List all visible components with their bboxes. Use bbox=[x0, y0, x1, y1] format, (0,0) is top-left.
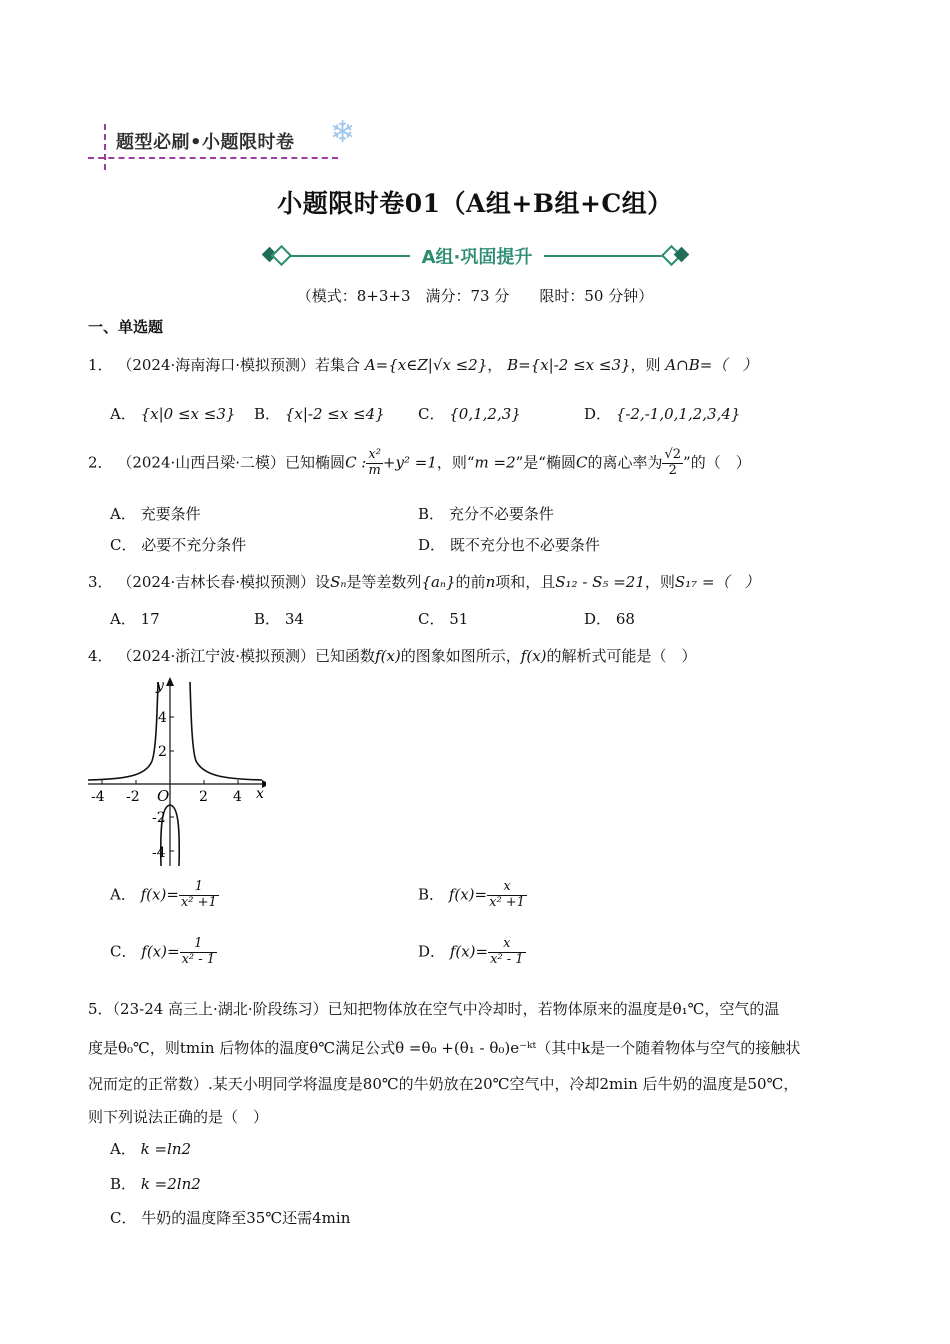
right-rule bbox=[544, 255, 664, 257]
group-heading: A组·巩固提升 bbox=[421, 247, 533, 268]
question-stem: ，则“ bbox=[436, 453, 475, 472]
math-equation: S₁₂ - S₅ =21 bbox=[555, 573, 645, 591]
question-stem: 的解析式可能是（ ） bbox=[546, 647, 697, 665]
math-set-a: A={x∈Z|√x ≤2} bbox=[364, 356, 488, 374]
question-source: （2024·浙江宁波·模拟预测） bbox=[117, 647, 316, 665]
question-1: 1． （2024·海南海口·模拟预测）若集合 A={x∈Z|√x ≤2}， B={x|-2 ≤x ≤3}，则 A∩B=（ ） bbox=[88, 356, 758, 374]
snowflake-icon: ❄ bbox=[330, 115, 356, 150]
option-4c[interactable]: C． f(x)= $\frac{1}{\text{x² - 1}}$ bbox=[110, 936, 216, 967]
math-fx: f(x) bbox=[520, 647, 547, 665]
group-heading-bar bbox=[262, 243, 692, 269]
math-ask: S₁₇ =（ ） bbox=[674, 573, 760, 591]
question-source: （2024·吉林长春·模拟预测） bbox=[117, 573, 316, 591]
condition: m =2 bbox=[474, 453, 516, 472]
x-tick-label: 2 bbox=[199, 789, 208, 805]
question-stem: 设 bbox=[315, 573, 331, 591]
math-fx: f(x) bbox=[375, 647, 401, 665]
math-sn: Sₙ bbox=[330, 573, 347, 591]
question-5-line-3: 况而定的正常数）.某天小明同学将温度是80℃的牛奶放在20℃空气中，冷却2min 后牛奶的温度是50℃， bbox=[88, 1075, 799, 1093]
math-n: n bbox=[485, 573, 496, 591]
option-3c[interactable]: C． 51 bbox=[418, 610, 469, 628]
y-axis-label: y bbox=[156, 678, 164, 694]
option-4b[interactable]: B． f(x)= $\frac{x}{\text{x² +1}}$ bbox=[418, 879, 525, 910]
y-tick-label: 4 bbox=[158, 710, 167, 726]
y-tick-label: 2 bbox=[158, 744, 167, 760]
banner-divider-vertical bbox=[104, 124, 106, 170]
y-axis-arrow-icon bbox=[166, 677, 174, 686]
option-1a[interactable]: A． {x|0 ≤x ≤3} bbox=[110, 405, 236, 423]
question-stem: 的图象如图所示， bbox=[400, 647, 521, 665]
option-2d[interactable]: D． 既不充分也不必要条件 bbox=[418, 536, 600, 554]
exam-mode-line: （模式：8+3+3 满分：73 分 限时：50 分钟） bbox=[296, 287, 654, 305]
option-3a[interactable]: A． 17 bbox=[110, 610, 160, 628]
question-4 bbox=[88, 645, 697, 666]
question-stem: ，则 bbox=[644, 573, 675, 591]
curve-name: C : bbox=[345, 453, 367, 472]
question-stem: ，则 bbox=[630, 356, 661, 374]
eccentricity-fraction: $\frac{√2}{2}$ bbox=[664, 447, 682, 478]
equation-rest: +y² =1 bbox=[382, 453, 437, 472]
y-tick-label: -2 bbox=[152, 810, 166, 826]
question-number: 2． bbox=[88, 453, 113, 472]
option-3d[interactable]: D． 68 bbox=[584, 610, 635, 628]
question-stem: 是等差数列 bbox=[346, 573, 422, 591]
question-number: 3． bbox=[88, 573, 113, 591]
question-stem: 若集合 bbox=[315, 356, 361, 374]
curve-label: C bbox=[575, 453, 588, 472]
question-5-line-1: 5．（23-24 高三上·湖北·阶段练习）已知把物体放在空气中冷却时，若物体原来的温度是θ₁℃，空气的温 bbox=[88, 1000, 780, 1018]
x-tick-label: 4 bbox=[233, 789, 242, 805]
question-stem: 的前 bbox=[455, 573, 486, 591]
question-source: （2024·海南海口·模拟预测） bbox=[117, 356, 316, 374]
math-ask: A∩B=（ ） bbox=[665, 356, 758, 374]
section-heading: 一、单选题 bbox=[88, 318, 164, 336]
option-4a[interactable]: A． f(x)= $\frac{1}{\text{x² +1}}$ bbox=[110, 879, 217, 910]
curve-left-branch bbox=[88, 682, 158, 780]
x-axis-label: x bbox=[256, 786, 264, 802]
banner-divider-horizontal bbox=[88, 157, 338, 159]
math-an: {aₙ} bbox=[421, 573, 456, 591]
question-stem: 已知椭圆 bbox=[285, 453, 346, 472]
question-number: 4． bbox=[88, 647, 113, 665]
option-1c[interactable]: C． {0,1,2,3} bbox=[418, 405, 521, 423]
question-stem: ”是“椭圆 bbox=[515, 453, 576, 472]
option-2a[interactable]: A． 充要条件 bbox=[110, 505, 201, 523]
x-tick-label: -2 bbox=[126, 789, 140, 805]
page-title: 小题限时卷01（A组+B组+C组） bbox=[277, 189, 673, 218]
math-set-b: B={x|-2 ≤x ≤3} bbox=[507, 356, 631, 374]
option-2b[interactable]: B． 充分不必要条件 bbox=[418, 505, 554, 523]
option-3b[interactable]: B． 34 bbox=[254, 610, 304, 628]
question-stem: 项和，且 bbox=[495, 573, 556, 591]
option-5c[interactable]: C． 牛奶的温度降至35℃还需4min bbox=[110, 1209, 351, 1227]
option-1b[interactable]: B． {x|-2 ≤x ≤4} bbox=[254, 405, 385, 423]
option-5b[interactable]: B． k =2ln2 bbox=[110, 1175, 201, 1193]
question-stem: ”的（ ） bbox=[683, 453, 751, 472]
option-2c[interactable]: C． 必要不充分条件 bbox=[110, 536, 247, 554]
question-2 bbox=[88, 448, 751, 479]
function-graph bbox=[86, 676, 266, 868]
question-stem: 的离心率为 bbox=[587, 453, 663, 472]
origin-label: O bbox=[157, 787, 170, 805]
fraction: $\frac{\text{x²}}{m}$ bbox=[368, 447, 381, 478]
header-banner bbox=[104, 115, 364, 170]
x-tick-label: -4 bbox=[91, 789, 105, 805]
question-stem: 已知函数 bbox=[315, 647, 376, 665]
y-tick-label: -4 bbox=[152, 845, 166, 861]
option-5a[interactable]: A． k =ln2 bbox=[110, 1140, 192, 1158]
question-3 bbox=[88, 571, 760, 592]
question-number: 1． bbox=[88, 356, 113, 374]
question-5-line-4: 则下列说法正确的是（ ） bbox=[88, 1108, 269, 1126]
question-5-line-2: 度是θ₀℃，则tmin 后物体的温度θ℃满足公式θ =θ₀ +(θ₁ - θ₀)e⁻ᵏᵗ（其中k是一个随着物体与空气的接触状 bbox=[88, 1039, 801, 1057]
question-source: （2024·山西吕梁·二模） bbox=[117, 453, 286, 472]
banner-title: 题型必刷•小题限时卷 bbox=[116, 132, 295, 153]
curve-right-branch bbox=[190, 682, 262, 780]
option-1d[interactable]: D． {-2,-1,0,1,2,3,4} bbox=[584, 405, 741, 423]
option-4d[interactable]: D． f(x)= $\frac{x}{\text{x² - 1}}$ bbox=[418, 936, 524, 967]
